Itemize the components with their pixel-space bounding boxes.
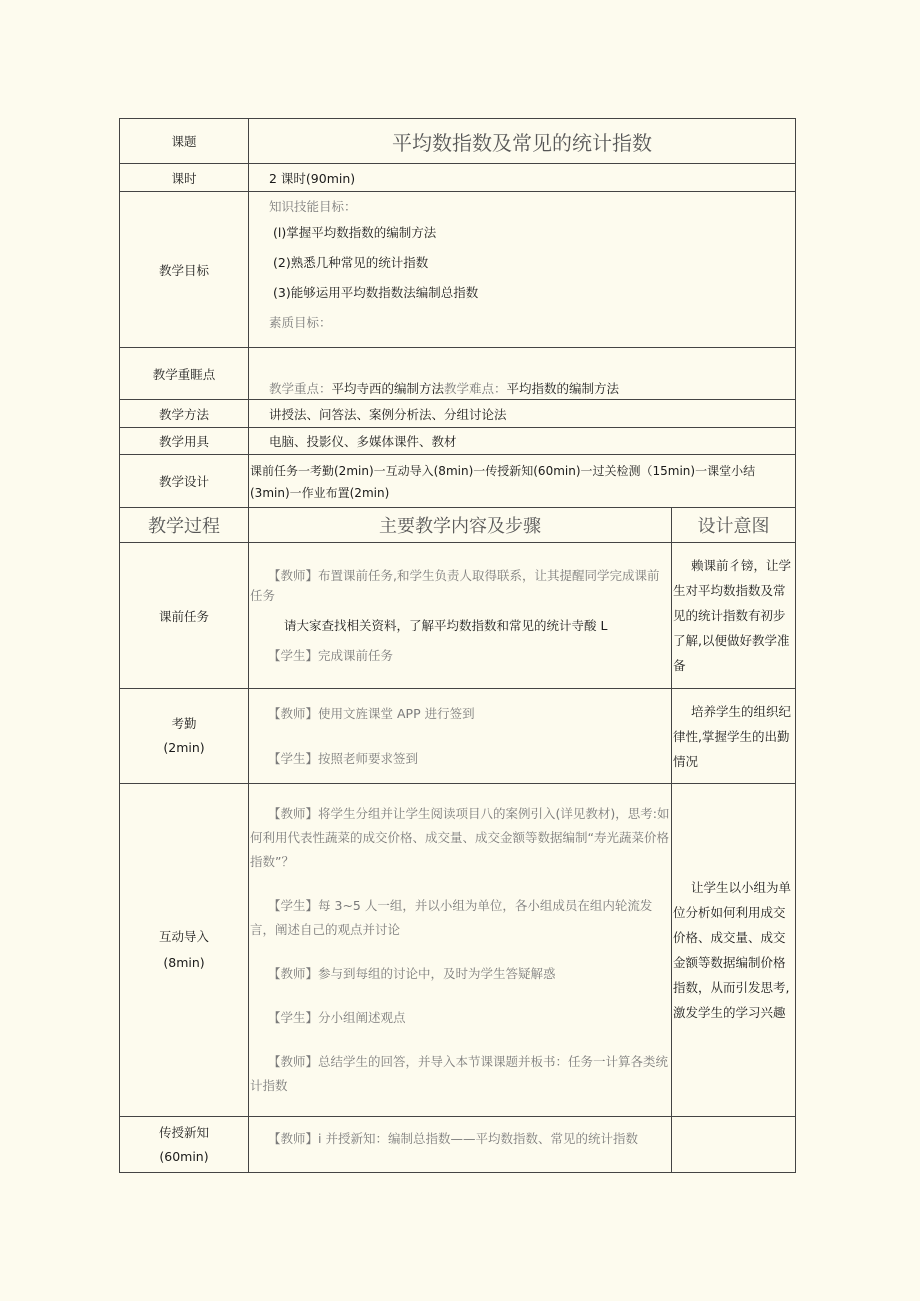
stage-line: 【教师】参与到每组的讨论中，及时为学生答疑解惑: [268, 966, 556, 981]
design-label: 教学设计: [120, 455, 249, 508]
stage-line: 【学生】按照老师要求签到: [268, 750, 419, 766]
stage-intent: [672, 1117, 796, 1173]
stage-intent: 赖课前彳镑，让学生对平均数指数及常见的统计指数有初步了解,以便做好教学准备: [672, 543, 796, 689]
stage-line: 【教师】将学生分组并让学生阅读项目八的案例引入(详见教材)，思考:如何利用代表性蔬菜的成交价格、成交量、成交金额等数据编制“寿光蔬菜价格指数”？: [250, 806, 670, 869]
stage-time: (60min): [159, 1148, 209, 1164]
stage-line: 【教师】i 并授新知：编制总指数——平均数指数、常见的统计指数: [268, 1131, 638, 1146]
stage-content: [249, 1117, 672, 1173]
content-col-header: 主要教学内容及步骤: [249, 508, 672, 543]
stage-line: 【教师】布置课前任务,和学生负责人取得联系，让其提醒同学完成课前任务: [250, 567, 660, 603]
stage-name: 课前任务: [120, 543, 249, 689]
stage-row: [120, 543, 796, 689]
keypoints-cell: [249, 348, 796, 400]
goals-cell: [249, 192, 796, 348]
stage-intent: 让学生以小组为单位分析如何利用成交价格、成交量、成交金额等数据编制价格指数，从而引发思考,激发学生的学习兴趣: [672, 784, 796, 1117]
difficult-text: 平均指数的编制方法: [506, 381, 620, 396]
design-line: 课前任务一考勤(2min)一互动导入(8min)一传授新知(60min)一过关检测（15min)一课堂小结: [250, 464, 756, 478]
stage-line: 【学生】分小组阐述观点: [268, 1010, 406, 1025]
stage-time: (8min): [163, 955, 205, 970]
topic-label: 课题: [120, 119, 249, 164]
goals-knowledge-heading: 知识技能目标：: [269, 199, 357, 214]
key-text: 平均寺西的编制方法: [331, 381, 445, 396]
tools-label: 教学用具: [120, 428, 249, 455]
stage-row: [120, 1117, 796, 1173]
goal-item: (l)掌握平均数指数的编制方法: [273, 225, 437, 240]
hours-value: 2 课时(90min): [249, 164, 796, 192]
topic-row: [120, 119, 796, 164]
stage-name-cell: [120, 689, 249, 784]
goal-item: (2)熟悉几种常见的统计指数: [273, 255, 429, 270]
stage-name-cell: [120, 1117, 249, 1173]
stage-intent: 培养学生的组织纪律性,掌握学生的出勤情况: [672, 689, 796, 784]
tools-row: [120, 428, 796, 455]
design-row: [120, 455, 796, 508]
stage-row: [120, 784, 796, 1117]
hours-row: [120, 164, 796, 192]
goals-label: 教学目标: [120, 192, 249, 348]
keypoints-row: [120, 348, 796, 400]
design-line: (3min)一作业布置(2min): [250, 486, 390, 500]
stage-line: 【学生】每 3~5 人一组，并以小组为单位，各小组成员在组内轮流发言，阐述自己的观点并讨论: [250, 898, 653, 937]
stage-content: [249, 543, 672, 689]
stage-time: (2min): [163, 740, 205, 755]
methods-row: [120, 400, 796, 428]
stage-name: 互动导入: [158, 929, 209, 944]
stage-content: [249, 689, 672, 784]
process-col-header: 教学过程: [120, 508, 249, 543]
methods-label: 教学方法: [120, 400, 249, 428]
intent-col-header: 设计意图: [672, 508, 796, 543]
tools-value: 电脑、投影仪、多媒体课件、教材: [249, 428, 796, 455]
design-cell: [249, 455, 796, 508]
stage-name-cell: [120, 784, 249, 1117]
stage-line: 【教师】使用文旌课堂 APP 进行签到: [268, 705, 475, 721]
key-prefix: 教学重点：: [269, 381, 332, 396]
hours-label: 课时: [120, 164, 249, 192]
lesson-plan-table: [119, 118, 796, 1173]
stage-name: 传授新知: [158, 1124, 209, 1140]
methods-value: 讲授法、问答法、案例分析法、分组讨论法: [249, 400, 796, 428]
stage-content: [249, 784, 672, 1117]
goals-row: [120, 192, 796, 348]
stage-line: 请大家查找相关资料，了解平均数指数和常见的统计寺酸 L: [284, 617, 608, 633]
stage-line: 【教师】总结学生的回答，并导入本节课课题并板书：任务一计算各类统计指数: [250, 1054, 669, 1093]
process-header-row: [120, 508, 796, 543]
stage-row: [120, 689, 796, 784]
stage-name: 考勤: [171, 716, 197, 731]
page-title: 平均数指数及常见的统计指数: [249, 119, 796, 164]
keypoints-label: 教学重睚点: [120, 348, 249, 400]
difficult-prefix: 教学难点：: [444, 381, 507, 396]
goal-item: (3)能够运用平均数指数法编制总指数: [273, 285, 479, 300]
goals-quality-heading: 素质目标：: [269, 315, 332, 330]
stage-line: 【学生】完成课前任务: [268, 647, 394, 663]
